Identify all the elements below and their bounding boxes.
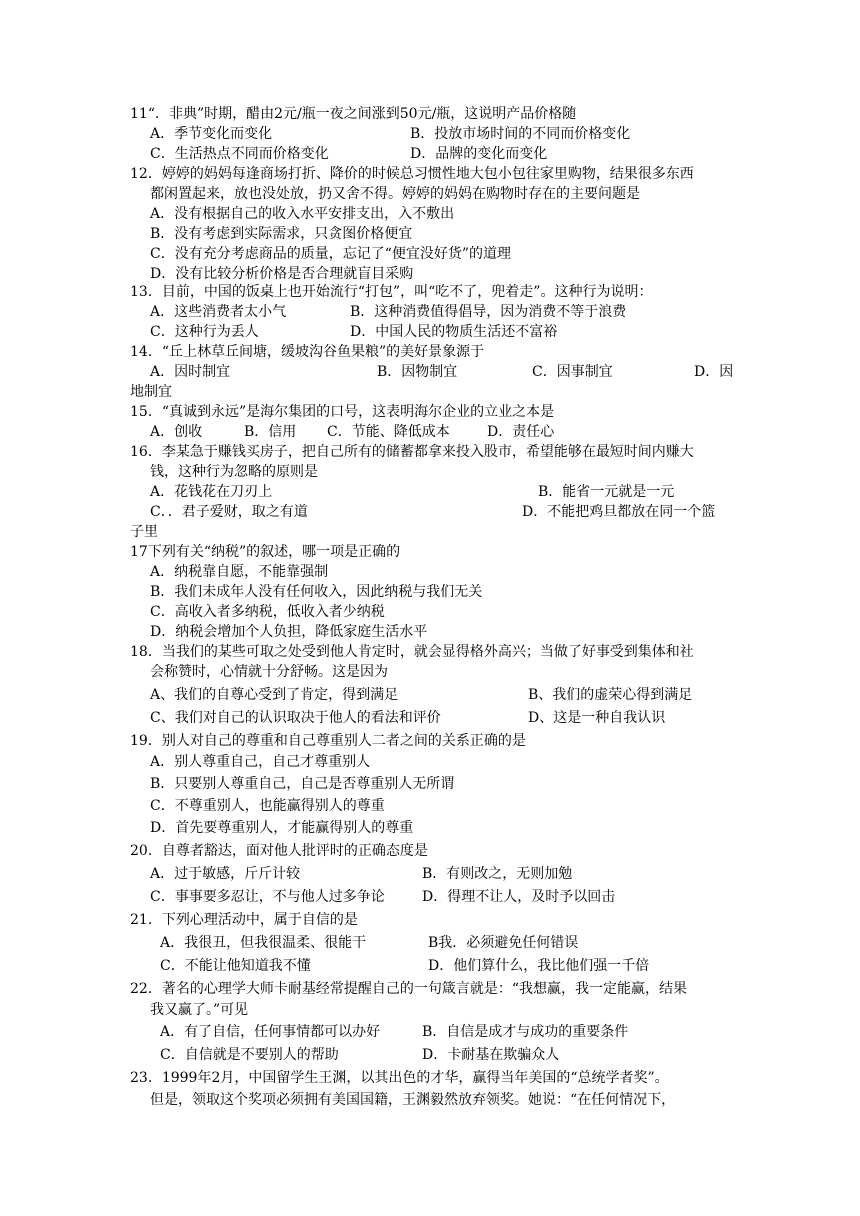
question-21-option-b: B我．必须避免任何错误 <box>428 935 579 951</box>
question-14-stem: 14．“丘上林草丘间塘，缓坡沟谷鱼果粮”的美好景象源于 <box>130 344 485 360</box>
question-16-option-d-wrap: 子里 <box>130 524 158 540</box>
question-18-stem-line1: 18．当我们的某些可取之处受到他人肯定时，就会显得格外高兴；当做了好事受到集体和社 <box>130 644 694 660</box>
question-13-stem: 13．目前，中国的饭桌上也开始流行“打包”，叫“吃不了，兜着走”。这种行为说明： <box>130 284 653 300</box>
question-21-stem: 21．下列心理活动中，属于自信的是 <box>130 912 358 928</box>
question-12-option-d: D．没有比较分析价格是否合理就盲目采购 <box>150 266 414 282</box>
question-22-option-a: A．有了自信，任何事情都可以办好 <box>160 1024 381 1040</box>
question-22-stem-line1: 22．著名的心理学大师卡耐基经常提醒自己的一句箴言就是：“我想赢，我一定能赢，结果 <box>130 981 687 997</box>
question-19-stem: 19．别人对自己的尊重和自己尊重别人二者之间的关系正确的是 <box>130 733 526 749</box>
question-16-stem-line2: 钱，这种行为忽略的原则是 <box>150 464 318 480</box>
question-13-option-b: B．这种消费值得倡导，因为消费不等于浪费 <box>350 304 627 320</box>
question-20-option-a: A．过于敏感，斤斤计较 <box>150 866 301 882</box>
question-11-stem: 11“．非典”时期，醋由2元/瓶一夜之间涨到50元/瓶，这说明产品价格随 <box>130 106 577 122</box>
question-13-option-c: C．这种行为丢人 <box>150 324 259 340</box>
question-14-option-d: D．因 <box>694 364 734 380</box>
question-18-option-c: C、我们对自己的认识取决于他人的看法和评价 <box>150 710 441 726</box>
question-22-option-b: B．自信是成才与成功的重要条件 <box>422 1024 629 1040</box>
question-18-option-d: D、这是一种自我认识 <box>528 710 666 726</box>
question-15-stem: 15．“真诚到永远”是海尔集团的口号，这表明海尔企业的立业之本是 <box>130 404 555 420</box>
question-19-option-d: D．首先要尊重别人，才能赢得别人的尊重 <box>150 820 414 836</box>
question-17-option-b: B．我们未成年人没有任何收入，因此纳税与我们无关 <box>150 584 483 600</box>
question-11-option-b: B．投放市场时间的不同而价格变化 <box>410 126 631 142</box>
question-12-option-a: A．没有根据自己的收入水平安排支出，入不敷出 <box>150 206 455 222</box>
question-16-option-b: B．能省一元就是一元 <box>538 484 675 500</box>
question-11-option-c: C．生活热点不同而价格变化 <box>150 146 329 162</box>
question-20-stem: 20．自尊者豁达，面对他人批评时的正确态度是 <box>130 843 428 859</box>
question-18-option-b: B、我们的虚荣心得到满足 <box>528 687 693 703</box>
question-12-option-b: B．没有考虑到实际需求，只贪图价格便宜 <box>150 226 413 242</box>
question-23-stem-line1: 23．1999年2月，中国留学生王渊，以其出色的才华，赢得当年美国的“总统学者奖”。 <box>130 1070 669 1086</box>
question-14-option-a: A．因时制宜 <box>150 364 231 380</box>
question-15-option-a: A．创收 <box>150 424 203 440</box>
question-22-stem-line2: 我又赢了。”可见 <box>150 1002 249 1018</box>
question-15-option-d: D．责任心 <box>487 424 555 440</box>
question-18-stem-line2: 会称赞时，心情就十分舒畅。这是因为 <box>150 664 388 680</box>
question-15-option-b: B．信用 <box>244 424 297 440</box>
question-16-option-d: D．不能把鸡旦都放在同一个篮 <box>522 504 716 520</box>
question-16-option-a: A．花钱花在刀刃上 <box>150 484 273 500</box>
question-17-option-c: C．高收入者多纳税，低收入者少纳税 <box>150 604 385 620</box>
question-18-option-a: A、我们的自尊心受到了肯定，得到满足 <box>150 687 399 703</box>
question-22-option-d: D．卡耐基在欺骗众人 <box>422 1047 560 1063</box>
question-12-option-c: C．没有充分考虑商品的质量，忘记了“便宜没好货”的道理 <box>150 246 512 262</box>
question-16-option-c: C．．君子爱财，取之有道 <box>150 504 308 520</box>
question-11-option-d: D．品牌的变化而变化 <box>410 146 548 162</box>
question-20-option-d: D．得理不让人，及时予以回击 <box>422 889 616 905</box>
question-17-stem: 17下列有关“纳税”的叙述，哪一项是正确的 <box>130 544 401 560</box>
question-21-option-c: C．不能让他知道我不懂 <box>160 958 311 974</box>
question-12-stem-line2: 都闲置起来，放也没处放，扔又舍不得。婷婷的妈妈在购物时存在的主要问题是 <box>150 186 640 202</box>
question-12-stem-line1: 12．婷婷的妈妈每逢商场打折、降价的时候总习惯性地大包小包往家里购物，结果很多东西 <box>130 166 694 182</box>
question-19-option-b: B．只要别人尊重自己，自己是否尊重别人无所谓 <box>150 776 455 792</box>
question-16-stem-line1: 16．李某急于赚钱买房子，把自己所有的储蓄都拿来投入股市，希望能够在最短时间内赚大 <box>130 444 694 460</box>
question-23-stem-line2: 但是，领取这个奖项必须拥有美国国籍，王渊毅然放弃领奖。她说：“在任何情况下， <box>150 1092 676 1108</box>
question-22-option-c: C．自信就是不要别人的帮助 <box>160 1047 339 1063</box>
question-21-option-d: D．他们算什么，我比他们强一千倍 <box>428 958 650 974</box>
question-17-option-a: A．纳税靠自愿，不能靠强制 <box>150 564 329 580</box>
question-13-option-d: D．中国人民的物质生活还不富裕 <box>350 324 558 340</box>
question-19-option-c: C．不尊重别人，也能赢得别人的尊重 <box>150 798 385 814</box>
question-14-option-d-wrap: 地制宜 <box>130 384 172 400</box>
question-21-option-a: A．我很丑，但我很温柔、很能干 <box>160 935 367 951</box>
question-11-option-a: A．季节变化而变化 <box>150 126 273 142</box>
question-20-option-c: C．事事要多忍让，不与他人过多争论 <box>150 889 385 905</box>
question-19-option-a: A．别人尊重自己，自己才尊重别人 <box>150 754 371 770</box>
question-13-option-a: A．这些消费者太小气 <box>150 304 287 320</box>
question-20-option-b: B．有则改之，无则加勉 <box>422 866 573 882</box>
question-15-option-c: C．节能、降低成本 <box>327 424 450 440</box>
question-14-option-c: C．因事制宜 <box>532 364 613 380</box>
question-17-option-d: D．纳税会增加个人负担，降低家庭生活水平 <box>150 624 428 640</box>
question-14-option-b: B．因物制宜 <box>377 364 458 380</box>
